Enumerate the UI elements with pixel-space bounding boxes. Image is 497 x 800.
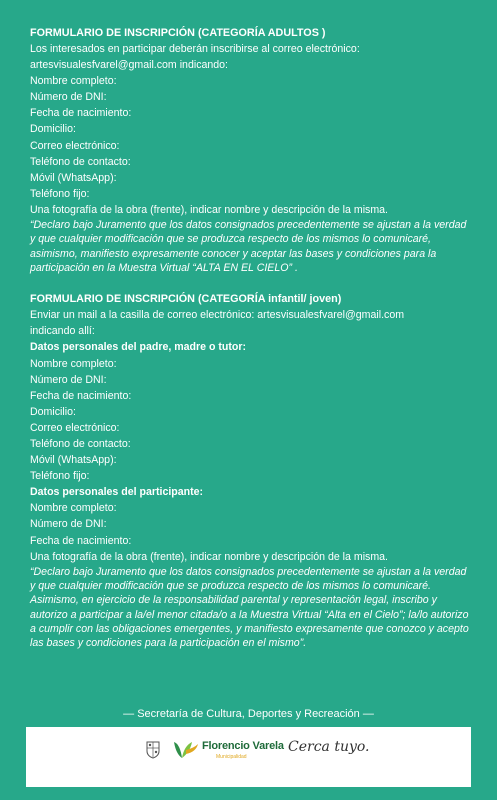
youth-heading: FORMULARIO DE INSCRIPCIÓN (CATEGORÍA infantil/ joven) bbox=[30, 293, 342, 306]
parent-heading: Datos personales del padre, madre o tutor: bbox=[30, 341, 247, 354]
youth-intro-line: indicando allí: bbox=[30, 325, 95, 338]
participant-field-birthdate: Fecha de nacimiento: bbox=[30, 534, 132, 547]
participant-field-dni: Número de DNI: bbox=[30, 518, 107, 531]
parent-field-birthdate: Fecha de nacimiento: bbox=[30, 389, 132, 402]
slogan: Cerca tuyo. bbox=[288, 739, 370, 755]
logo-subtitle: Municipalidad bbox=[216, 754, 247, 760]
parent-field-phone: Teléfono de contacto: bbox=[30, 437, 131, 450]
parent-field-dni: Número de DNI: bbox=[30, 373, 107, 386]
adults-declaration: “Declaro bajo Juramento que los datos consignados precedentemente se ajustan a la verdad y que cualquier modificación que se produzca respecto de los mismos lo comunicaré, asimismo, manifiesto expresamente conocer y aceptar las bases y condiciones para la participación en la Muestra Virtual “ALTA EN EL CIELO” . bbox=[30, 219, 467, 274]
youth-intro-line: Enviar un mail a la casilla de correo electrónico: artesvisualesfvarel@gmail.com bbox=[30, 309, 405, 322]
adults-intro-line: Los interesados en participar deberán inscribirse al correo electrónico: bbox=[30, 43, 360, 55]
participant-heading: Datos personales del participante: bbox=[30, 486, 204, 499]
adults-field-email: Correo electrónico: bbox=[30, 139, 120, 152]
adults-field-address: Domicilio: bbox=[30, 123, 76, 136]
adults-field-photo: Una fotografía de la obra (frente), indicar nombre y descripción de la misma. bbox=[30, 203, 389, 216]
logo-name: Florencio Varela bbox=[202, 740, 284, 752]
adults-field-name: Nombre completo: bbox=[30, 75, 117, 88]
florencio-varela-logo-icon bbox=[172, 740, 200, 760]
participant-field-name: Nombre completo: bbox=[30, 502, 117, 515]
parent-field-landline: Teléfono fijo: bbox=[30, 470, 90, 483]
youth-declaration: “Declaro bajo Juramento que los datos consignados precedentemente se ajustan a la verdad y que cualquier modificación que se produzca respecto de los mismos lo comunicaré. Asimismo, en ejercicio de la responsabilidad parental y representación legal, inscribo y autorizo a participar a la/el menor citada/o a la Muestra Virtual “Alta en el Cielo”; la/lo autorizo a cumplir con las obligaciones emergentes, y manifiesto expresamente que conozco y acepto las bases y condiciones para la participación en el mismo”. bbox=[30, 565, 469, 650]
secretaria-caption: — Secretaría de Cultura, Deportes y Recreación — bbox=[123, 708, 374, 720]
adults-heading: FORMULARIO DE INSCRIPCIÓN (CATEGORÍA ADULTOS ) bbox=[30, 27, 326, 39]
section-spacer bbox=[30, 275, 470, 291]
adults-field-mobile: Móvil (WhatsApp): bbox=[30, 171, 117, 184]
parent-field-email: Correo electrónico: bbox=[30, 421, 120, 434]
adults-intro-line: artesvisualesfvarel@gmail.com indicando: bbox=[30, 59, 228, 72]
adults-field-landline: Teléfono fijo: bbox=[30, 187, 90, 200]
adults-field-phone: Teléfono de contacto: bbox=[30, 155, 131, 168]
parent-field-mobile: Móvil (WhatsApp): bbox=[30, 454, 117, 467]
participant-field-photo: Una fotografía de la obra (frente), indicar nombre y descripción de la misma. bbox=[30, 550, 389, 563]
adults-field-dni: Número de DNI: bbox=[30, 91, 107, 104]
coat-of-arms-icon bbox=[146, 741, 160, 759]
form-document bbox=[30, 25, 470, 651]
parent-field-name: Nombre completo: bbox=[30, 357, 117, 370]
parent-field-address: Domicilio: bbox=[30, 405, 76, 418]
adults-field-birthdate: Fecha de nacimiento: bbox=[30, 107, 132, 120]
footer-logos-panel bbox=[26, 727, 471, 787]
